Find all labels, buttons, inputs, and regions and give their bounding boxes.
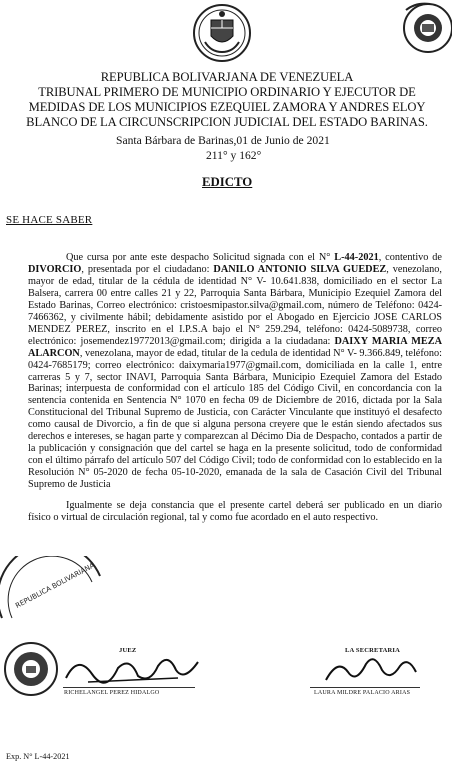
body-paragraph-2: Igualmente se deja constancia que el presente cartel deberá ser publicado en un diario físico o virtual de circulación regional, tal y como fue acordado en el auto respectivo. (28, 500, 442, 524)
official-stamp-icon (0, 556, 102, 620)
header-line-republic: REPUBLICA BOLIVARJANA DE VENEZUELA (100, 70, 354, 84)
secretary-signature (320, 650, 420, 688)
secretary-label: LA SECRETARIA (345, 647, 401, 654)
case-number: L-44-2021 (334, 252, 379, 263)
applicant-name: DANILO ANTONIO SILVA GUEDEZ (213, 263, 387, 275)
body-paragraph-1 (28, 252, 442, 491)
body-text-fragment: , venezolano, mayor de edad, titular de la cédula de identidad N° V- 10.641.838, domiciliado en el sector La Balsera, carrera 00 entre calles 21 y 22, Parroquia Santa Bárbara, Municipio Ezequiel Zamora del Estado Barinas, Correo electrónico: cristoesmipastor.silva@gmail.com, número de Teléfono: 0424-7466362, y civilmente hábil; debidamente asistido por el Abogado en Ejercicio JOSE CARLOS MENDEZ PEREZ, inscrito en el I.P.S.A bajo el N° 259.294, teléfono: 0424-5089738, correo electrónico: josemendez19772013@gmail.com; dirigida a la ciudadana: (28, 263, 442, 347)
secretary-name: LAURA MILDRE PALACIO ARIAS (314, 690, 411, 696)
judge-signature-line (63, 687, 195, 688)
edict-body (28, 252, 442, 524)
case-file-number: Exp. N° L-44-2021 (6, 752, 70, 761)
se-hace-saber-heading: SE HACE SABER (6, 214, 93, 226)
stamp-text: REPUBLICA BOLIVARIANA (14, 561, 96, 610)
body-text-fragment: , presentada por el ciudadano: (81, 263, 214, 275)
judge-name: RICHELANGEL PEREZ HIDALGO (64, 690, 160, 696)
judge-label: JUEZ (119, 647, 137, 654)
body-text-fragment: , contentivo de (378, 252, 442, 263)
header-line-tribunal: TRIBUNAL PRIMERO DE MUNICIPIO ORDINARIO Y EJECUTOR DE (38, 85, 416, 99)
years-line: 211° y 162° (206, 149, 262, 162)
court-header (8, 70, 446, 130)
date-line: Santa Bárbara de Barinas,01 de Junio de 2021 (116, 134, 330, 147)
judge-signature (58, 648, 208, 688)
body-text-fragment: , venezolana, mayor de edad, titular de la cedula de identidad N° V- 9.366.849, teléfono: 0424-7685179; correo electrónico: daixymaria1977@gmail.com, domiciliada en la calle 1, entre carreras 5 y 7, sector INAVI, Parroquia Santa Bárbara, Municipio Ezequiel Zamora del Estado Barinas; interpuesta de conformidad con el artículo 185 del Código Civil, en concordancia con la sentencia contenida en Sentencia N° 1070 en fecha 09 de Diciembre de 2016, dictada por la Sala Constitucional del Tribunal Supremo de Justicia, con Carácter Vinculante que instituyó el desafecto como causal de Divorcio, a fin de que si alguna persona creyere que le están siendo afectados sus derechos e intereses, se hagan parte y comparezcan al Décimo Dia de Despacho, contados a partir de la publicación y consignación que del cartel se haga en la presente solicitud, todo de conformidad con el último párrafo del artículo 507 del Código Civil; todo de conformidad con lo establecido en la Resolución N° 05-2020 de fecha 05-10-2020, emanada de la sala de Casación Civil del Tribunal Supremo de Justicia (28, 347, 442, 491)
document-title: EDICTO (202, 175, 253, 189)
respondent-name: DAIXY MARIA MEZA ALARCON (28, 335, 442, 359)
tribunal-seal-icon (2, 640, 60, 698)
body-text-fragment: Que cursa por ante este despacho Solicitud signada con el N° (66, 252, 335, 263)
coat-of-arms-emblem (191, 2, 253, 64)
court-seal-icon (398, 0, 452, 56)
secretary-signature-line (310, 687, 420, 688)
case-type: DIVORCIO (28, 263, 82, 275)
header-line-circunscripcion: BLANCO DE LA CIRCUNSCRIPCION JUDICIAL DEL ESTADO BARINAS. (26, 115, 428, 129)
header-line-municipios: MEDIDAS DE LOS MUNICIPIOS EZEQUIEL ZAMORA Y ANDRES ELOY (28, 100, 426, 114)
